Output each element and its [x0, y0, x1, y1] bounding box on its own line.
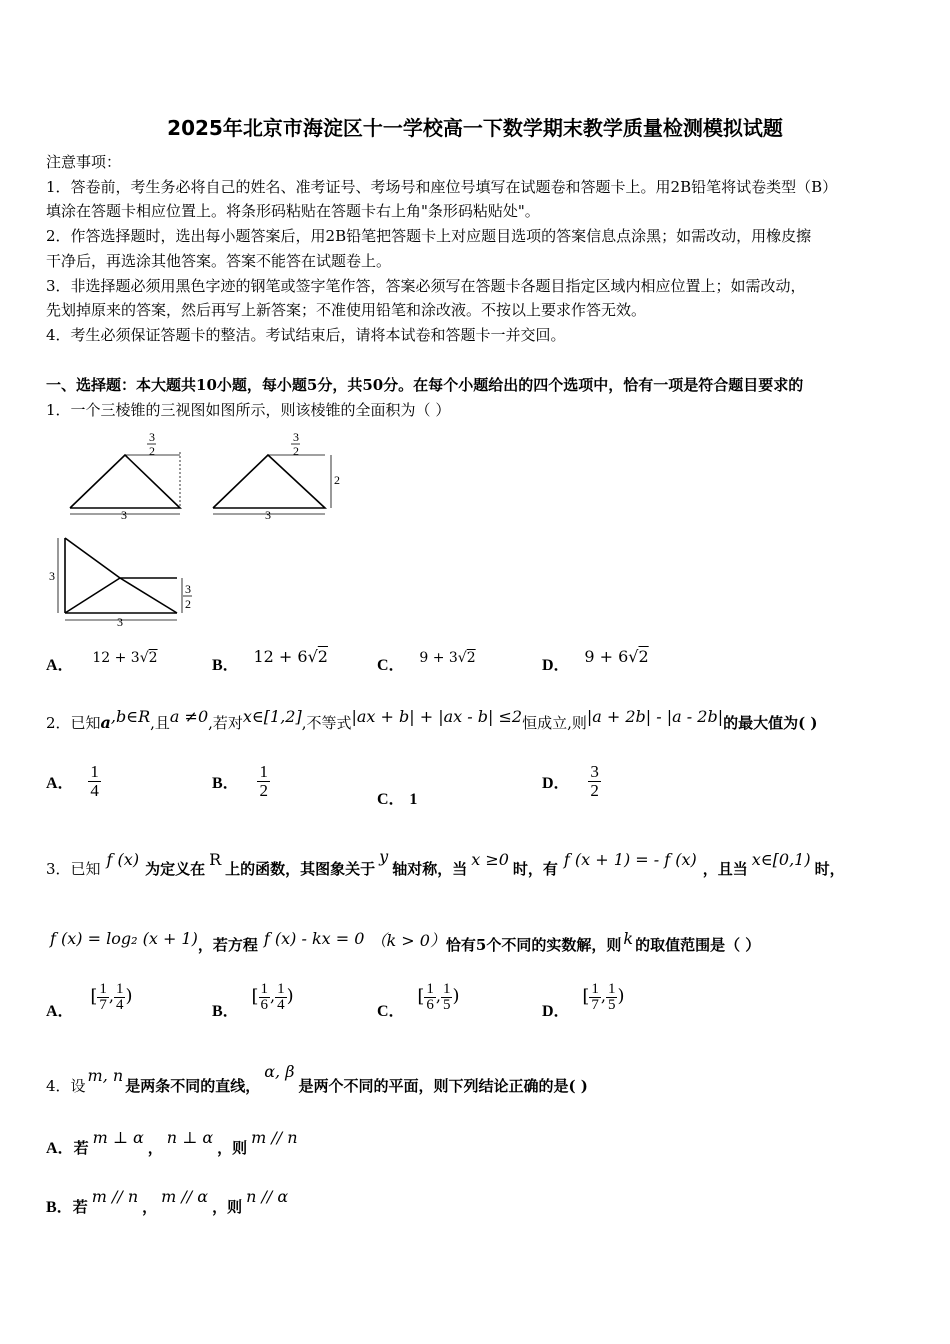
- page-title: 2025年北京市海淀区十一学校高一下数学期末教学质量检测模拟试题: [167, 116, 783, 140]
- label-half-den: 2: [149, 444, 155, 458]
- q2-option-d[interactable]: D． $\frac{3}{2}$: [542, 762, 599, 800]
- q3-option-c[interactable]: C． [ $\frac{1}{6}$ , $\frac{1}{5}$ ): [377, 981, 460, 1020]
- q1-option-a[interactable]: A． 12 + 3√2: [46, 650, 158, 674]
- q4-option-a[interactable]: A．若m ⊥ α，n ⊥ α，则m // n: [46, 1128, 298, 1157]
- notice-line: 干净后，再选涂其他答案。答案不能答在试题卷上。: [46, 252, 392, 270]
- question-1-stem: 1．一个三棱锥的三视图如图所示，则该棱锥的全面积为（ ）: [46, 401, 451, 419]
- question-2-stem: 2．已知a,b∈R,且a ≠0,若对x∈[1,2],不等式|ax + b| + |ax - b| ≤2恒成立,则|a + 2b| - |a - 2b|的最大值为( ): [46, 707, 818, 732]
- q2-option-b[interactable]: B． $\frac{1}{2}$: [212, 762, 268, 800]
- notice-line: 1．答卷前，考生务必将自己的姓名、准考证号、考场号和座位号填写在试题卷和答题卡上。用2B铅笔将试卷类型（B）: [46, 178, 838, 196]
- q1-option-c[interactable]: C． 9 + 3√2: [377, 650, 476, 674]
- label-half-den: 2: [293, 444, 299, 458]
- notice-line: 先划掉原来的答案，然后再写上新答案；不准使用铅笔和涂改液。不按以上要求作答无效。: [46, 301, 647, 319]
- q2-option-a[interactable]: A． $\frac{1}{4}$: [46, 762, 99, 800]
- q3-option-d[interactable]: D． [ $\frac{1}{7}$ , $\frac{1}{5}$ ): [542, 981, 625, 1020]
- label-height-3: 3: [49, 569, 55, 583]
- q1-option-b[interactable]: B． 12 + 6√2: [212, 647, 328, 674]
- notice-line: 4．考生必须保证答题卡的整洁。考试结束后，请将本试卷和答题卡一并交回。: [46, 326, 566, 344]
- label-height-2: 2: [334, 473, 340, 487]
- label-half-num: 3: [185, 582, 191, 596]
- three-view-figure: [49, 428, 345, 629]
- q1-option-d[interactable]: D． 9 + 6√2: [542, 647, 649, 674]
- q2-option-c[interactable]: C． 1: [377, 791, 418, 808]
- question-4-stem: 4．设m, n是两条不同的直线，α, β是两个不同的平面，则下列结论正确的是( ): [46, 1062, 588, 1095]
- notice-line: 3．非选择题必须用黑色字迹的钢笔或签字笔作答，答案必须写在答题卡各题目指定区域内相应位置上；如需改动，: [46, 277, 806, 295]
- label-width-3: 3: [265, 508, 271, 522]
- q4-option-b[interactable]: B．若m // n，m // α，则n // α: [46, 1187, 289, 1216]
- label-width-3: 3: [121, 508, 127, 522]
- q3-option-b[interactable]: B． [ $\frac{1}{6}$ , $\frac{1}{4}$ ): [212, 981, 294, 1020]
- label-half-den: 2: [185, 597, 191, 611]
- notice-line: 填涂在答题卡相应位置上。将条形码粘贴在答题卡右上角"条形码粘贴处"。: [46, 202, 540, 220]
- question-3-stem-line2: f (x) = log₂ (x + 1)，若方程 f (x) - kx = 0 （k > 0）恰有5个不同的实数解，则 k 的取值范围是（ ）: [50, 929, 761, 954]
- question-3-stem-line1: 3．已知 f (x) 为定义在 R 上的函数，其图象关于y轴对称，当 x ≥0 时，有 f (x + 1) = - f (x) ，且当 x∈[0,1) 时，: [46, 847, 845, 878]
- notice-line: 2．作答选择题时，选出每小题答案后，用2B铅笔把答题卡上对应题目选项的答案信息点涂黑；如需改动，用橡皮擦: [46, 227, 812, 245]
- label-half-num: 3: [293, 430, 299, 444]
- label-width-3: 3: [117, 615, 123, 629]
- label-half-num: 3: [149, 430, 155, 444]
- q3-option-a[interactable]: A． [ $\frac{1}{7}$ , $\frac{1}{4}$ ): [46, 981, 133, 1020]
- section-heading: 一、选择题：本大题共10小题，每小题5分，共50分。在每个小题给出的四个选项中，恰有一项是符合题目要求的: [46, 376, 804, 394]
- notice-heading: 注意事项：: [46, 153, 122, 171]
